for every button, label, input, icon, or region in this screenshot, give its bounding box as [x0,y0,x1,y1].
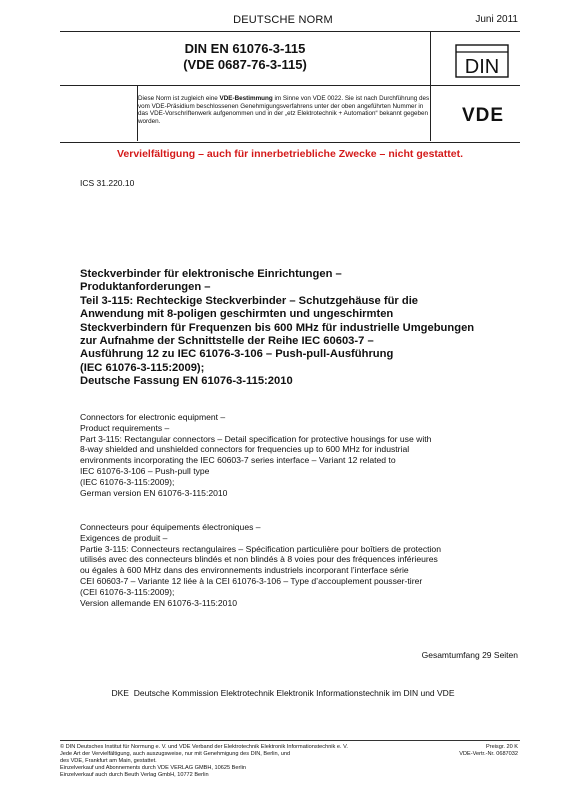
publication-date: Juni 2011 [475,14,518,25]
dke-line [0,688,566,698]
dke-full-name: Deutsche Kommission Elektrotechnik Elektronik Informationstechnik im DIN und VDE [133,688,455,698]
norm-type-label: DEUTSCHE NORM [233,14,333,26]
note-text-bold: VDE-Bestimmung [219,95,273,102]
title-english: Connectors for electronic equipment – Product requirements – Part 3-115: Rectangular connectors – Detail specification for protective housings for use with 8-way shielded and unshielded connectors for frequencies up to 600 MHz for industrial environments incorporating the IEC 60603-7 series interface – Variant 12 related to IEC 61076-3-106 – Push-pull type (IEC 61076-3-115:2009); German version EN 61076-3-115:2010 [80,412,432,498]
footer-copyright: © DIN Deutsches Institut für Normung e. V. und VDE Verband der Elektrotechnik Elektronik Informationstechnik e. V. Jede Art der Vervielfältigung, auch auszugsweise, nur mit Genehmigung des DIN, Berlin, und des VDE, Frankfurt am Main, gestattet. [60,744,348,764]
title-box-divider-vertical [430,31,431,141]
title-german: Steckverbinder für elektronische Einrichtungen – Produktanforderungen – Teil 3-115: Rechteckige Steckverbinder – Schutzgehäuse für die Anwendung mit 8-poligen geschirmten und ungeschirmten Steckverbindern für Frequenzen bis 600 MHz für industrielle Umgebungen zur Aufnahme der Schnittstelle der Reihe IEC 60603-7 – Ausführung 12 zu IEC 61076-3-106 – Push-pull-Ausführung (IEC 61076-3-115:2009); Deutsche Fassung EN 61076-3-115:2010 [80,268,475,388]
standard-number: DIN EN 61076-3-115 [184,41,306,56]
title-french: Connecteurs pour équipements électroniques – Exigences de produit – Partie 3-115: Connecteurs rectangulaires – Spécification particulière pour boîtiers de protection utilisés avec des connecteurs blindés et non blindés à 8 voies pour des fréquences inférieures ou égales à 600 MHz dans des environnements industriels incorporant l’interface série CEI 60603-7 – Variante 12 liée à la CEI 61076-3-106 – Type d’accouplement pousser-tirer (CEI 61076-3-115:2009); Version allemande EN 61076-3-115:2010 [80,522,441,608]
footer-left [60,744,410,779]
vde-number: (VDE 0687-76-3-115) [183,57,307,72]
footer-vde-verlag: Einzelverkauf und Abonnements durch VDE VERLAG GMBH, 10625 Berlin [60,765,246,771]
note-text-before: Diese Norm ist zugleich eine [138,95,220,102]
ics-code: ICS 31.220.10 [80,178,135,188]
din-logo-text: DIN [464,56,500,78]
standard-title [60,41,430,73]
vde-logo-text: VDE [461,105,505,124]
price-group: Preisgr. 20 K [485,744,518,750]
vde-vertr-number: VDE-Vertr.-Nr. 0687032 [459,751,518,757]
reproduction-warning: Vervielfältigung – auch für innerbetriebliche Zwecke – nicht gestattet. [116,148,463,160]
note-text-after: im Sinne von VDE 0022. Sie ist nach Durchführung des vom VDE-Präsidium beschlossenen Genehmigungsverfahrens unter der oben angeführten Nummer in das VDE-Vorschriftenwerk aufgenommen und in der „etz Elektrotechnik + Automation“ bekannt gegeben worden. [138,95,430,126]
footer-divider [60,740,520,741]
vde-logo [452,104,514,124]
dke-abbr: DKE [111,688,129,698]
footer-beuth: Einzelverkauf auch durch Beuth Verlag GmbH, 10772 Berlin [60,772,209,778]
vde-regulation-note [138,95,430,126]
din-logo [455,44,509,78]
title-box-divider-horizontal [60,85,520,86]
total-pages: Gesamtumfang 29 Seiten [421,650,518,660]
footer-right [459,744,518,758]
